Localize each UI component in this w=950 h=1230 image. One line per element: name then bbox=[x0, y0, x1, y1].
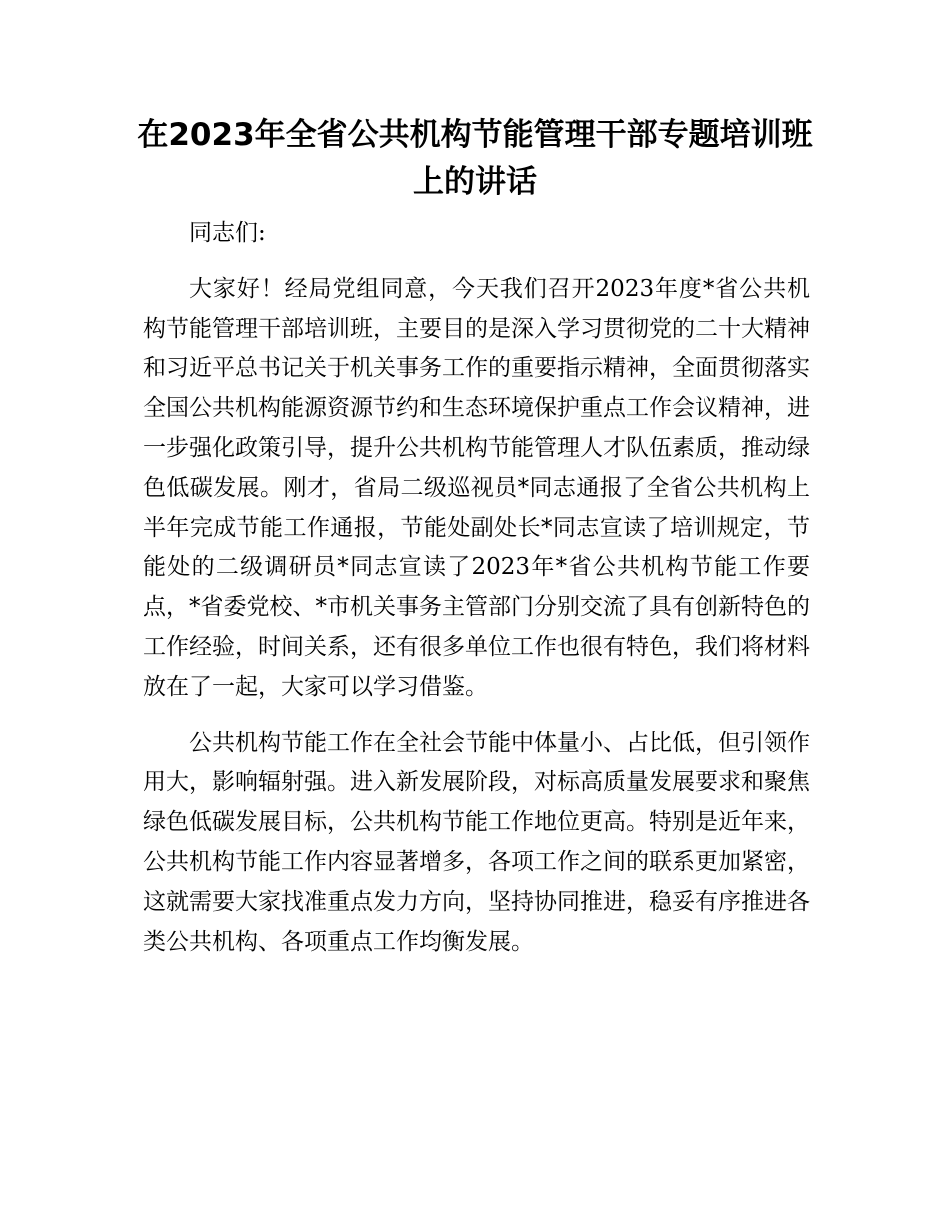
document-title: 在2023年全省公共机构节能管理干部专题培训班上的讲话 bbox=[137, 117, 813, 200]
paragraph-2: 公共机构节能工作在全社会节能中体量小、占比低，但引领作用大，影响辐射强。进入新发展阶段，对标高质量发展要求和聚焦绿色低碳发展目标，公共机构节能工作地位更高。特别是近年来，公共机构节能工作内容显著增多，各项工作之间的联系更加紧密，这就需要大家找准重点发力方向，坚持协同推进，稳妥有序推进各类公共机构、各项重点工作均衡发展。 bbox=[143, 729, 810, 955]
document-body bbox=[143, 214, 810, 962]
paragraph-1: 大家好！经局党组同意，今天我们召开2023年度*省公共机构节能管理干部培训班，主要目的是深入学习贯彻党的二十大精神和习近平总书记关于机关事务工作的重要指示精神，全面贯彻落实全国公共机构能源资源节约和生态环境保护重点工作会议精神，进一步强化政策引导，提升公共机构节能管理人才队伍素质，推动绿色低碳发展。刚才，省局二级巡视员*同志通报了全省公共机构上半年完成节能工作通报，节能处副处长*同志宣读了培训规定，节能处的二级调研员*同志宣读了2023年*省公共机构节能工作要点，*省委党校、*市机关事务主管部门分别交流了具有创新特色的工作经验，时间关系，还有很多单位工作也很有特色，我们将材料放在了一起，大家可以学习借鉴。 bbox=[143, 275, 810, 700]
salutation: 同志们: bbox=[189, 220, 266, 246]
